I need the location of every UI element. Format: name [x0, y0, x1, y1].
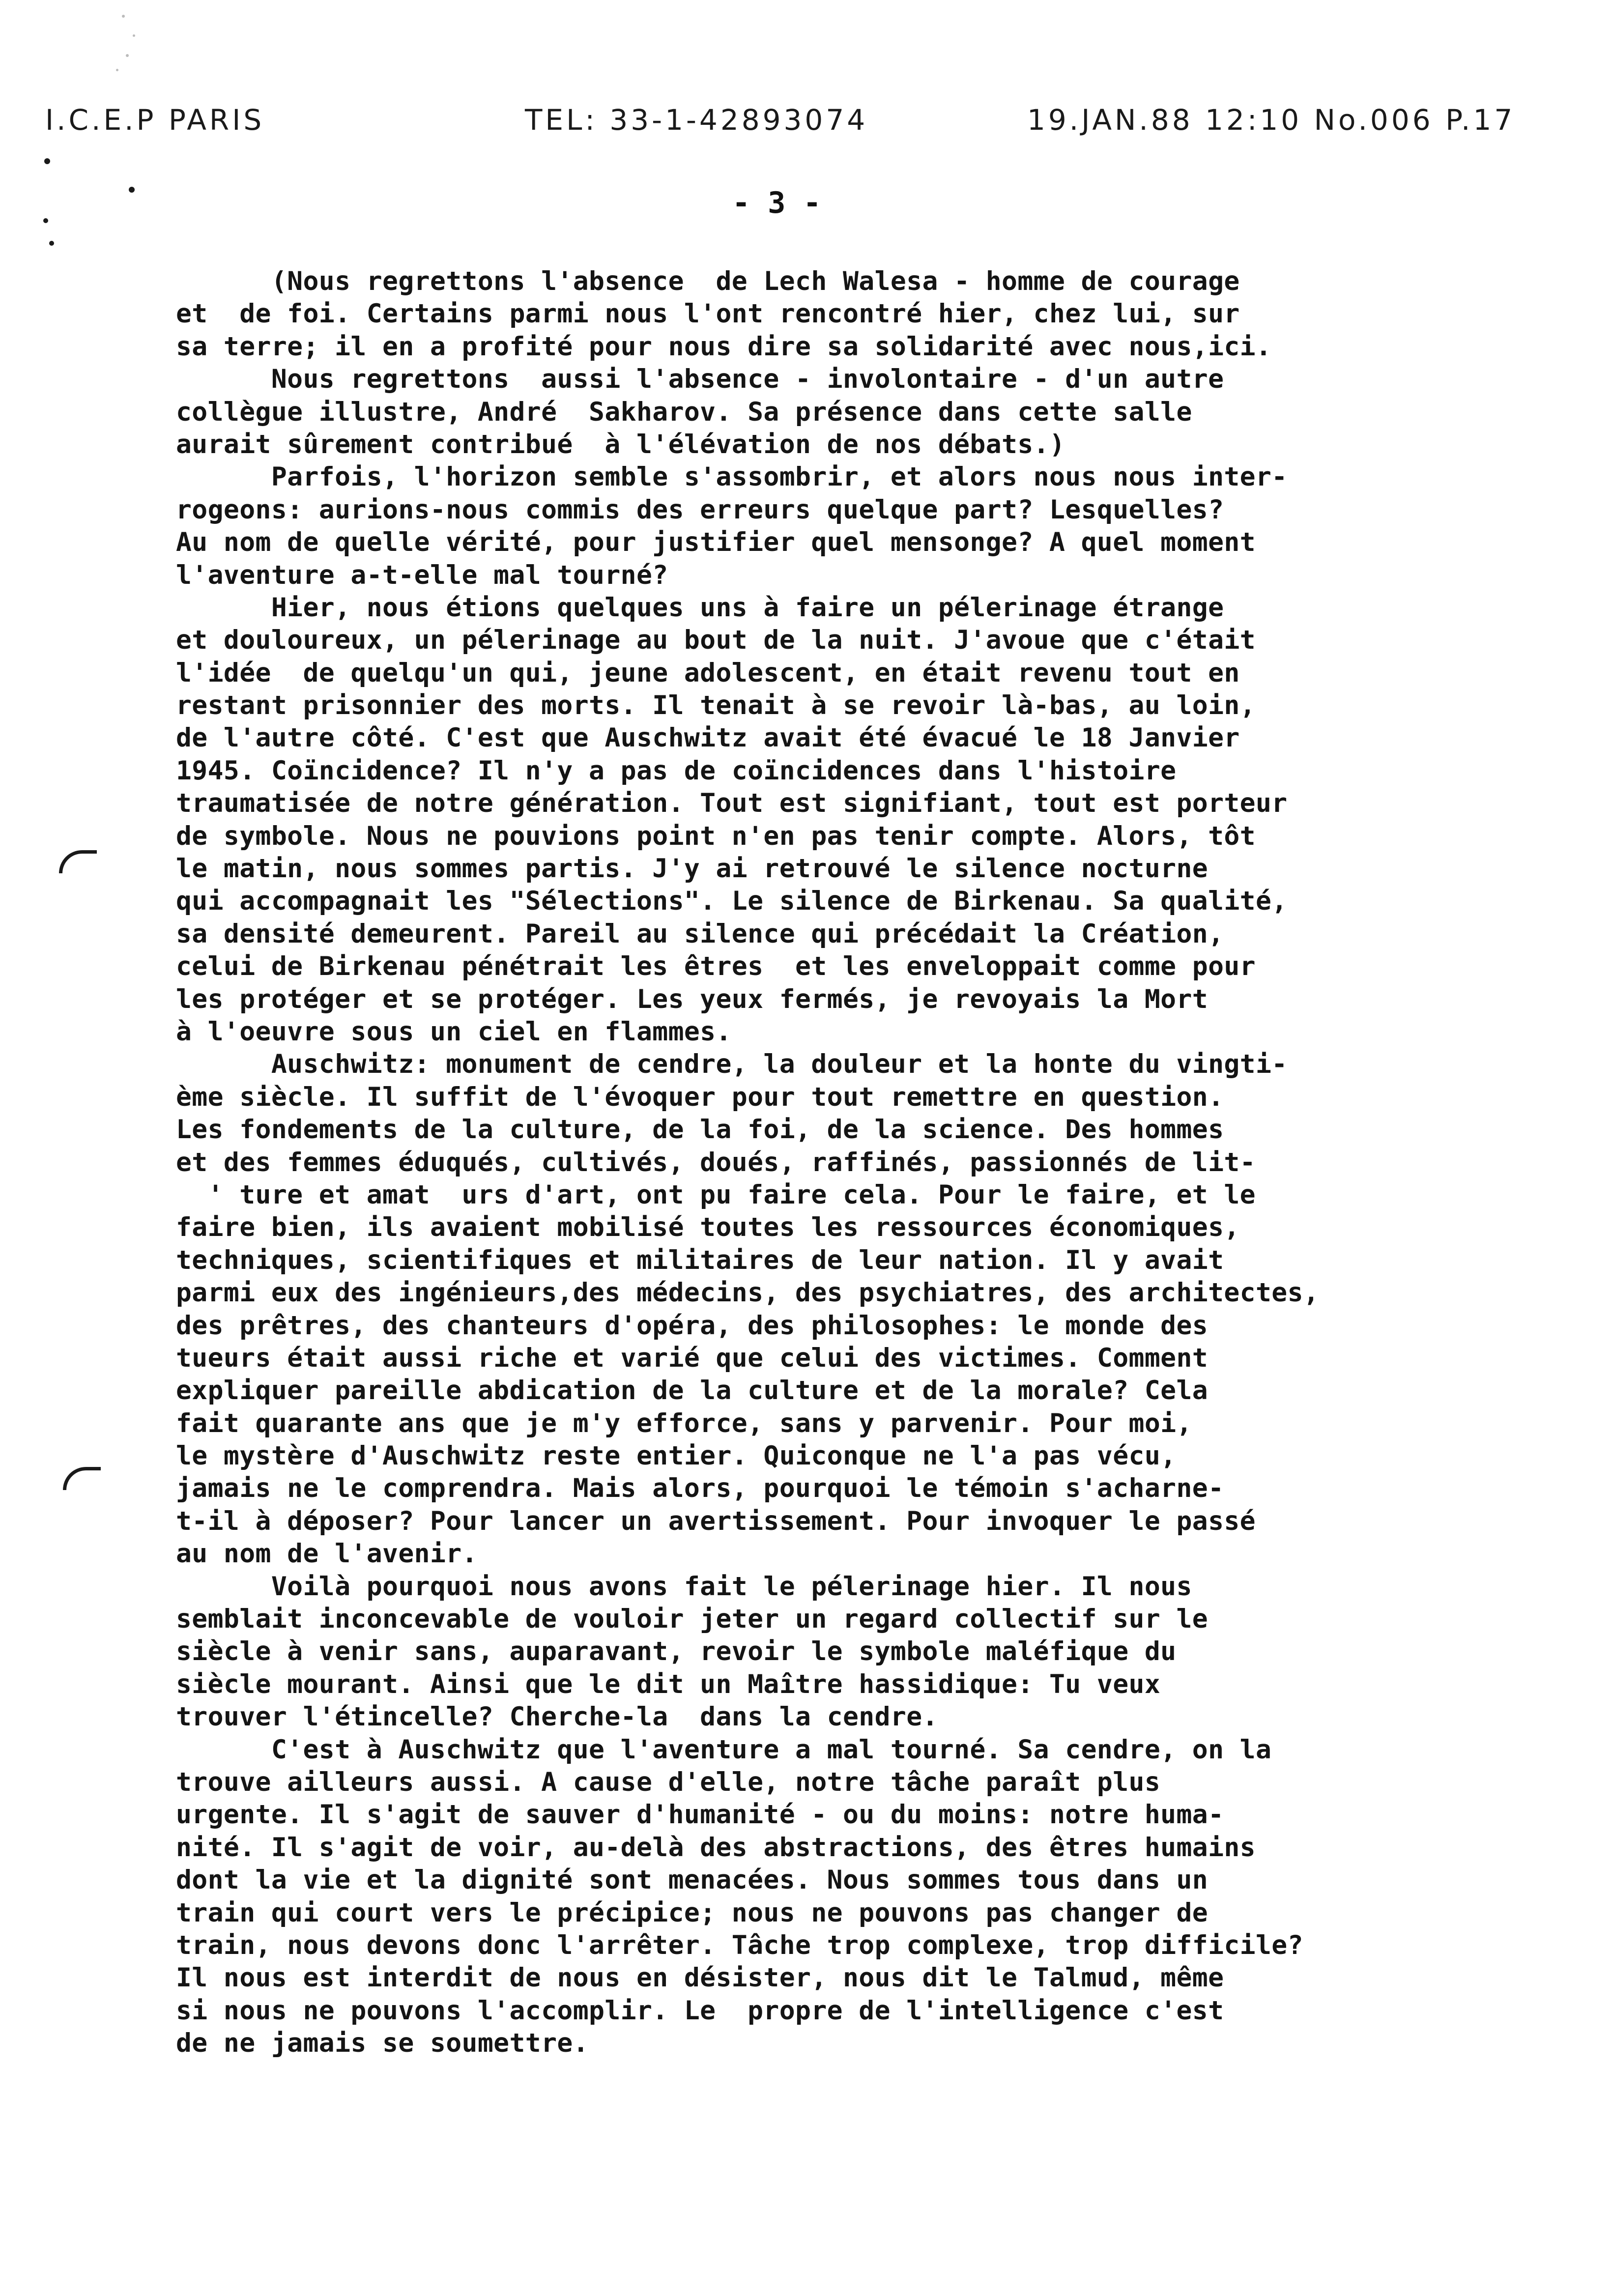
text-line: de ne jamais se soumettre. — [176, 2028, 589, 2059]
text-line: t-il à déposer? Pour lancer un avertissement. Pour invoquer le passé — [176, 1506, 1256, 1536]
margin-arc-mark — [63, 1467, 101, 1490]
text-line: tueurs était aussi riche et varié que celui des victimes. Comment — [176, 1343, 1209, 1373]
scan-speckle — [126, 54, 129, 57]
page-number: - 3 - — [732, 186, 821, 220]
margin-arc-mark — [59, 850, 97, 873]
text-line: ' ture et amat urs d'art, ont pu faire cela. Pour le faire, et le — [176, 1179, 1256, 1210]
scan-speckle — [116, 69, 118, 71]
text-line: et des femmes éduqués, cultivés, doués, raffinés, passionnés de lit- — [176, 1147, 1256, 1177]
text-line: Parfois, l'horizon semble s'assombrir, et alors nous nous inter- — [176, 462, 1288, 492]
text-line: train, nous devons donc l'arrêter. Tâche trop complexe, trop difficile? — [176, 1930, 1303, 1960]
text-line: nité. Il s'agit de voir, au-delà des abstractions, des êtres humains — [176, 1832, 1256, 1863]
text-line: qui accompagnait les "Sélections". Le silence de Birkenau. Sa qualité, — [176, 886, 1288, 917]
scan-speckle — [133, 34, 135, 37]
text-line: C'est à Auschwitz que l'aventure a mal tourné. Sa cendre, on la — [176, 1734, 1272, 1765]
text-line: techniques, scientifiques et militaires de leur nation. Il y avait — [176, 1245, 1224, 1275]
margin-dot-mark — [129, 187, 135, 193]
text-line: collègue illustre, André Sakharov. Sa présence dans cette salle — [176, 397, 1192, 427]
text-line: sa terre; il en a profité pour nous dire sa solidarité avec nous,ici. — [176, 331, 1272, 362]
text-line: Voilà pourquoi nous avons fait le pélerinage hier. Il nous — [176, 1571, 1192, 1602]
text-line: le matin, nous sommes partis. J'y ai retrouvé le silence nocturne — [176, 854, 1209, 884]
text-line: (Nous regrettons l'absence de Lech Walesa - homme de courage — [176, 266, 1240, 296]
text-line: trouver l'étincelle? Cherche-la dans la cendre. — [176, 1702, 938, 1732]
text-line: siècle à venir sans, auparavant, revoir le symbole maléfique du — [176, 1636, 1177, 1667]
text-line: train qui court vers le précipice; nous ne pouvons pas changer de — [176, 1897, 1209, 1928]
text-line: Il nous est interdit de nous en désister, nous dit le Talmud, même — [176, 1963, 1224, 1993]
text-line: celui de Birkenau pénétrait les êtres et les enveloppait comme pour — [176, 951, 1256, 982]
text-line: à l'oeuvre sous un ciel en flammes. — [176, 1016, 732, 1047]
document-body — [176, 265, 1601, 2060]
text-line: expliquer pareille abdication de la culture et de la morale? Cela — [176, 1376, 1209, 1406]
text-line: faire bien, ils avaient mobilisé toutes les ressources économiques, — [176, 1212, 1240, 1243]
text-line: et de foi. Certains parmi nous l'ont rencontré hier, chez lui, sur — [176, 299, 1240, 329]
text-line: fait quarante ans que je m'y efforce, sans y parvenir. Pour moi, — [176, 1408, 1192, 1438]
text-line: le mystère d'Auschwitz reste entier. Quiconque ne l'a pas vécu, — [176, 1441, 1177, 1471]
text-line: et douloureux, un pélerinage au bout de la nuit. J'avoue que c'était — [176, 625, 1256, 656]
text-line: des prêtres, des chanteurs d'opéra, des philosophes: le monde des — [176, 1310, 1209, 1341]
text-line: sa densité demeurent. Pareil au silence qui précédait la Création, — [176, 918, 1224, 949]
text-line: trouve ailleurs aussi. A cause d'elle, notre tâche paraît plus — [176, 1767, 1161, 1797]
text-line: Hier, nous étions quelques uns à faire un pélerinage étrange — [176, 592, 1224, 623]
text-line: au nom de l'avenir. — [176, 1539, 478, 1569]
text-line: dont la vie et la dignité sont menacées. Nous sommes tous dans un — [176, 1865, 1209, 1895]
text-line: 1945. Coïncidence? Il n'y a pas de coïncidences dans l'histoire — [176, 755, 1177, 786]
text-line: Au nom de quelle vérité, pour justifier quel mensonge? A quel moment — [176, 527, 1256, 558]
fax-header — [0, 103, 1612, 147]
margin-dot-mark — [49, 241, 54, 246]
text-line: restant prisonnier des morts. Il tenait à se revoir là-bas, au loin, — [176, 690, 1256, 721]
text-line: de symbole. Nous ne pouvions point n'en pas tenir compte. Alors, tôt — [176, 821, 1256, 851]
fax-date-time-page: 19.JAN.88 12:10 No.006 P.17 — [1027, 103, 1516, 137]
text-line: jamais ne le comprendra. Mais alors, pourquoi le témoin s'acharne- — [176, 1473, 1224, 1504]
text-line: Nous regrettons aussi l'absence - involontaire - d'un autre — [176, 364, 1224, 395]
text-line: aurait sûrement contribué à l'élévation de nos débats.) — [176, 429, 1065, 459]
text-line: traumatisée de notre génération. Tout est signifiant, tout est porteur — [176, 788, 1288, 819]
text-line: siècle mourant. Ainsi que le dit un Maître hassidique: Tu veux — [176, 1669, 1161, 1699]
text-line: l'aventure a-t-elle mal tourné? — [176, 560, 668, 590]
margin-dot-mark — [44, 158, 50, 164]
text-line: de l'autre côté. C'est que Auschwitz avait été évacué le 18 Janvier — [176, 723, 1240, 753]
margin-dot-mark — [43, 218, 48, 223]
text-line: Les fondements de la culture, de la foi, de la science. Des hommes — [176, 1115, 1224, 1145]
text-line: si nous ne pouvons l'accomplir. Le propre de l'intelligence c'est — [176, 1995, 1224, 2026]
text-line: rogeons: aurions-nous commis des erreurs quelque part? Lesquelles? — [176, 494, 1224, 525]
text-line: les protéger et se protéger. Les yeux fermés, je revoyais la Mort — [176, 984, 1209, 1014]
text-line: l'idée de quelqu'un qui, jeune adolescent, en était revenu tout en — [176, 658, 1240, 688]
fax-sender: I.C.E.P PARIS — [45, 103, 265, 137]
text-line: parmi eux des ingénieurs,des médecins, des psychiatres, des architectes, — [176, 1278, 1320, 1308]
fax-phone-number: TEL: 33-1-42893074 — [525, 103, 868, 137]
scan-speckle — [122, 15, 125, 18]
text-line: urgente. Il s'agit de sauver d'humanité - ou du moins: notre huma- — [176, 1800, 1224, 1830]
text-line: semblait inconcevable de vouloir jeter un regard collectif sur le — [176, 1604, 1209, 1635]
text-line: Auschwitz: monument de cendre, la douleur et la honte du vingti- — [176, 1049, 1288, 1080]
text-line: ème siècle. Il suffit de l'évoquer pour tout remettre en question. — [176, 1082, 1224, 1112]
